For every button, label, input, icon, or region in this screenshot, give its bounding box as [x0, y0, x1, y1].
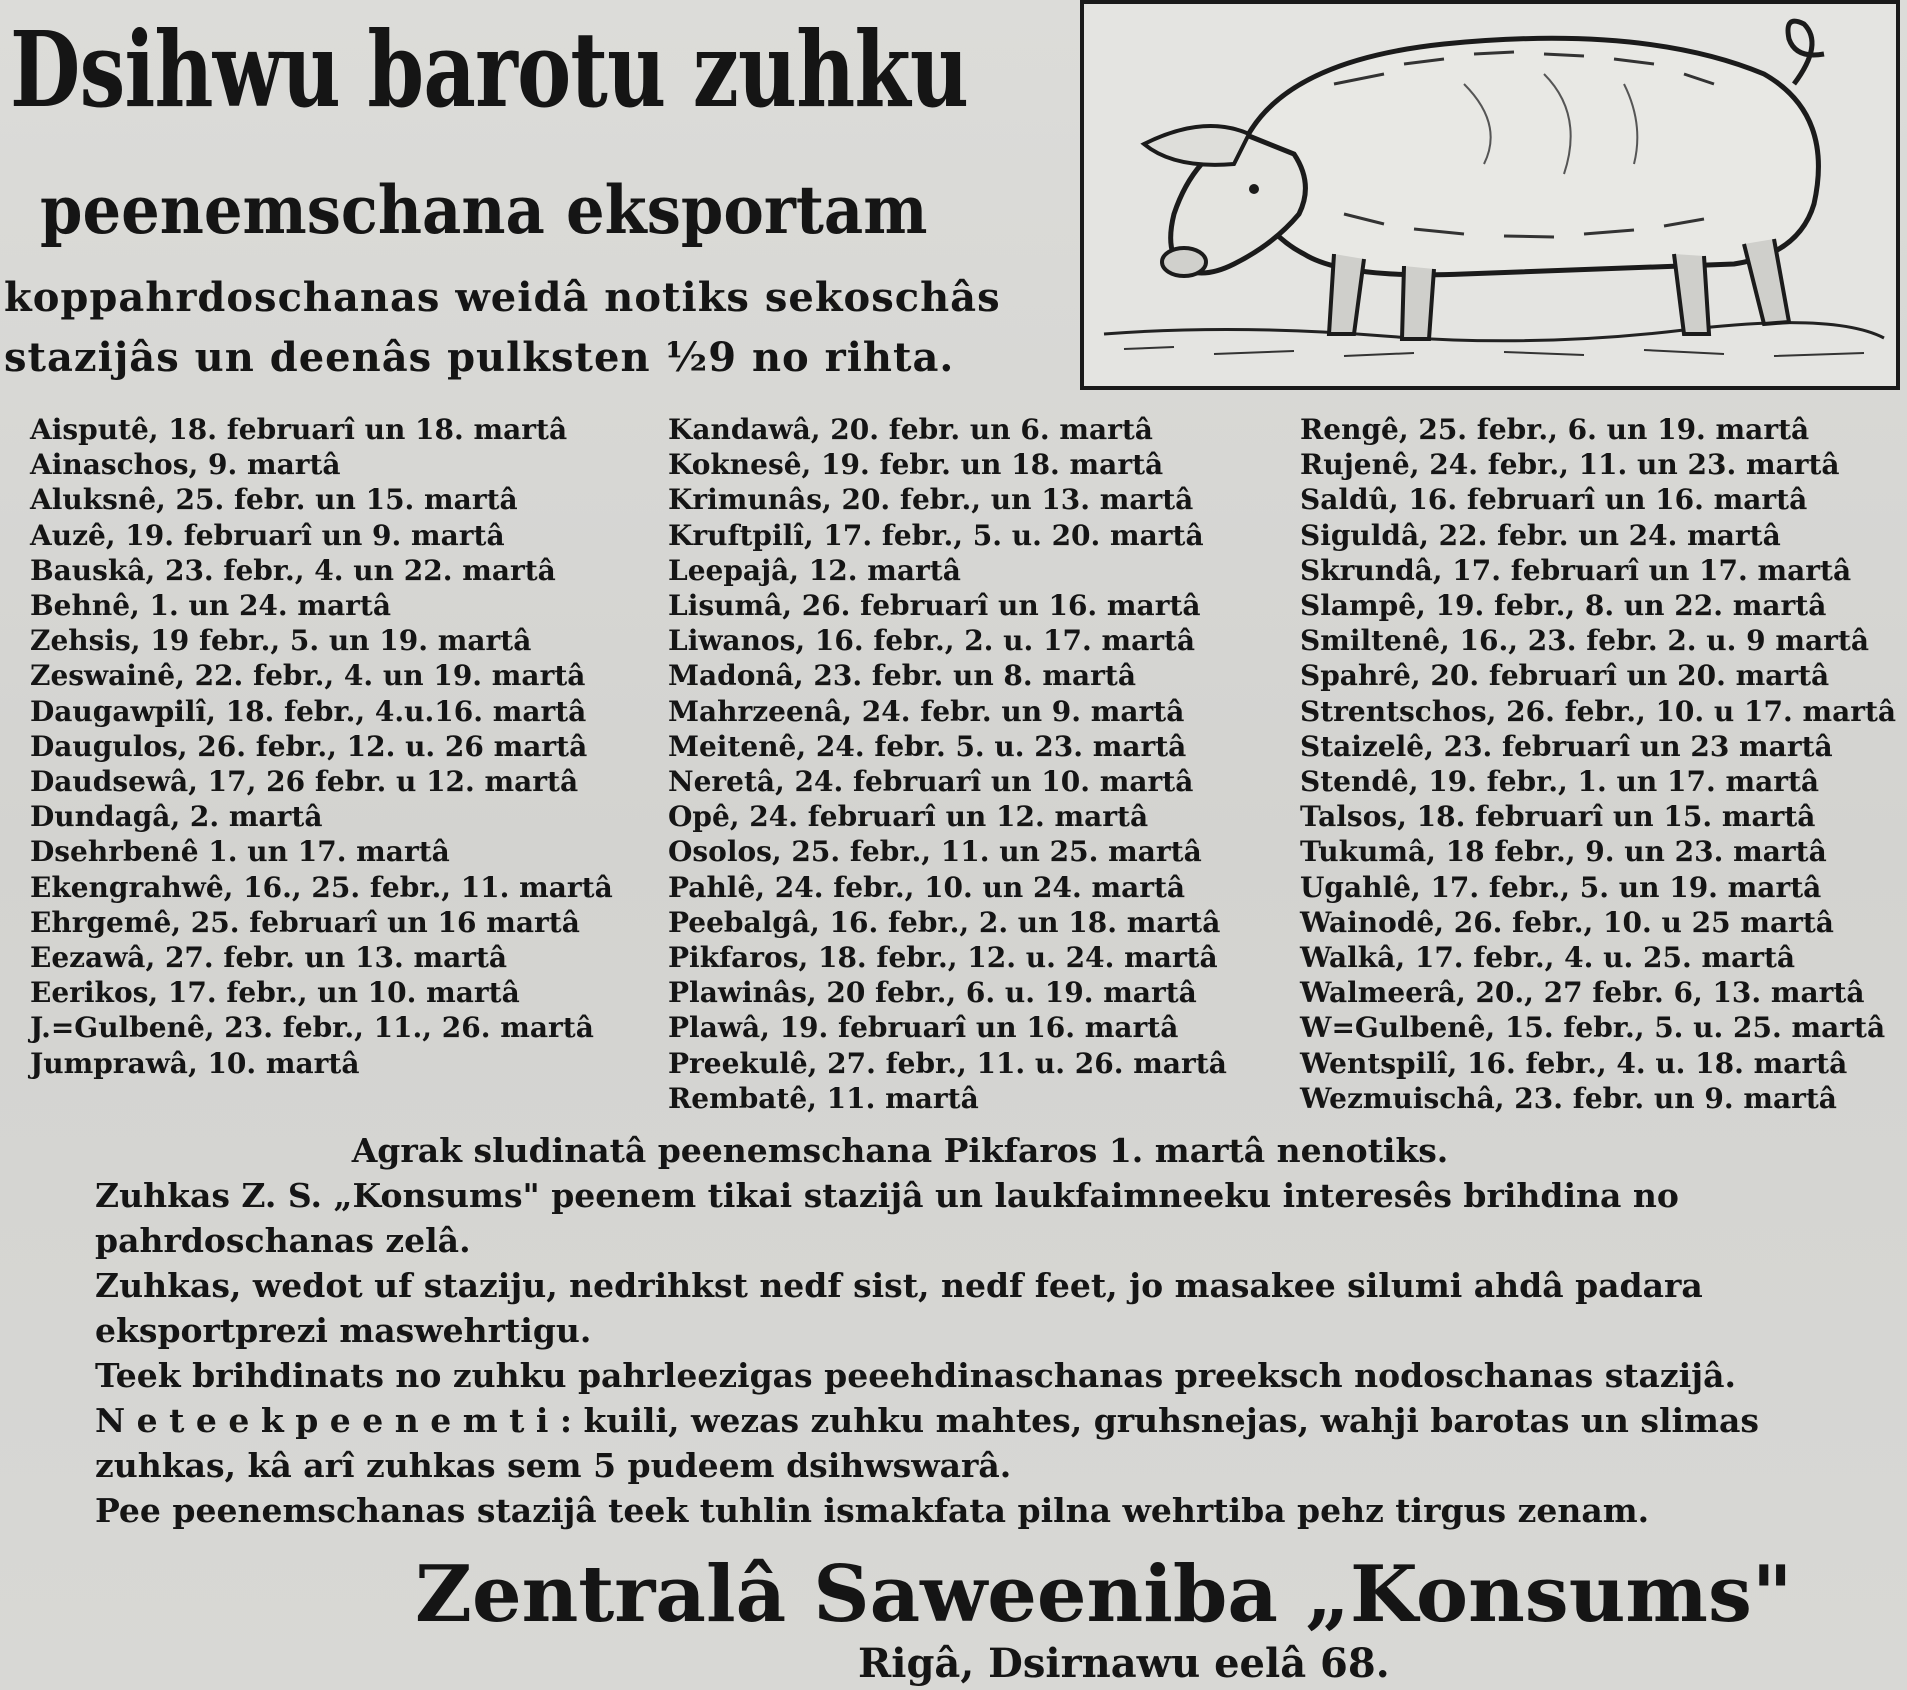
paragraph: Zuhkas Z. S. „Konsums" peenem tikai stazijâ un laukfaimneeku interesês brihdina no pahrdoschanas zelâ. [95, 1176, 1679, 1260]
pig-illustration-frame [1080, 0, 1900, 390]
subheadline: peenemschana eksportam [40, 171, 928, 249]
list-item: J.=Gulbenê, 23. febr., 11., 26. martâ [30, 1011, 594, 1045]
list-item: Aisputê, 18. februarî un 18. martâ [30, 413, 568, 446]
list-item: Lisumâ, 26. februarî un 16. martâ [668, 589, 1201, 623]
list-item: Ekengrahwê, 16., 25. febr., 11. martâ [30, 870, 613, 904]
list-item: Pahlê, 24. febr., 10. un 24. martâ [668, 870, 1186, 904]
pig-illustration-icon [1084, 4, 1896, 386]
list-item: Liwanos, 16. febr., 2. u. 17. martâ [668, 624, 1196, 658]
list-item: Meitenê, 24. febr. 5. u. 23. martâ [668, 729, 1187, 763]
list-item: Tukumâ, 18 febr., 9. un 23. martâ [1300, 835, 1827, 869]
list-item: Osolos, 25. febr., 11. un 25. martâ [668, 835, 1202, 869]
paragraph: N e t e e k p e e n e m t i : kuili, wezas zuhku mahtes, gruhsnejas, wahji barotas un slimas zuhkas, kâ arî zuhkas sem 5 pudeem dsihwswarâ. [95, 1401, 1759, 1485]
list-item: Spahrê, 20. februarî un 20. martâ [1300, 659, 1830, 693]
list-item: Opê, 24. februarî un 12. martâ [668, 800, 1149, 834]
list-item: Kandawâ, 20. febr. un 6. martâ [668, 413, 1153, 446]
list-item: Staizelê, 23. februarî un 23 martâ [1300, 729, 1833, 763]
list-item: Strentschos, 26. febr., 10. u 17. martâ [1300, 694, 1897, 728]
headline: Dsihwu barotu zuhku [10, 8, 969, 131]
list-item: Wentspilî, 16. febr., 4. u. 18. martâ [1300, 1046, 1848, 1080]
list-item: Koknesê, 19. febr. un 18. martâ [668, 448, 1164, 482]
schedule-column-3 [1300, 412, 1900, 1116]
list-item: Peebalgâ, 16. febr., 2. un 18. martâ [668, 905, 1221, 939]
list-item: Daugulos, 26. febr., 12. u. 26 martâ [30, 729, 588, 763]
list-item: Pikfaros, 18. febr., 12. u. 24. martâ [668, 941, 1218, 975]
list-item: Dsehrbenê 1. un 17. martâ [30, 835, 450, 869]
list-item: Rembatê, 11. martâ [668, 1081, 979, 1115]
list-item: Daugawpilî, 18. febr., 4.u.16. martâ [30, 694, 587, 728]
list-item: Plawinâs, 20 febr., 6. u. 19. martâ [668, 976, 1197, 1010]
list-item: W=Gulbenê, 15. febr., 5. u. 25. martâ [1300, 1011, 1886, 1045]
list-item: Talsos, 18. februarî un 15. martâ [1300, 800, 1816, 834]
paragraph: Zuhkas, wedot uf staziju, nedrihkst nedf sist, nedf feet, jo masakee silumi ahdâ padara eksportprezi maswehrtigu. [95, 1266, 1703, 1350]
list-item: Neretâ, 24. februarî un 10. martâ [668, 765, 1194, 799]
list-item: Aluksnê, 25. febr. un 15. martâ [30, 483, 518, 517]
schedule-column-1 [30, 412, 630, 1081]
list-item: Madonâ, 23. febr. un 8. martâ [668, 659, 1137, 693]
list-item: Ehrgemê, 25. februarî un 16 martâ [30, 905, 580, 939]
list-item: Ugahlê, 17. febr., 5. un 19. martâ [1300, 870, 1822, 904]
list-item: Rengê, 25. febr., 6. un 19. martâ [1300, 413, 1810, 446]
list-item: Jumprawâ, 10. martâ [30, 1046, 360, 1080]
list-item: Eerikos, 17. febr., un 10. martâ [30, 976, 520, 1010]
list-item: Saldû, 16. februarî un 16. martâ [1300, 483, 1808, 517]
cancellation-notice: Agrak sludinatâ peenemschana Pikfaros 1. martâ nenotiks. [351, 1131, 1449, 1170]
paragraph: Pee peenemschanas stazijâ teek tuhlin ismakfata pilna wehrtiba pehz tirgus zenam. [95, 1491, 1650, 1530]
list-item: Zeswainê, 22. febr., 4. un 19. martâ [30, 659, 586, 693]
list-item: Rujenê, 24. febr., 11. un 23. martâ [1300, 448, 1840, 482]
list-item: Auzê, 19. februarî un 9. martâ [30, 518, 505, 552]
list-item: Eezawâ, 27. febr. un 13. martâ [30, 941, 508, 975]
intro-text [4, 268, 1064, 388]
schedule-column-2 [668, 412, 1268, 1116]
intro-line-2: stazijâs un deenâs pulksten ½9 no rihta. [4, 334, 955, 381]
list-item: Stendê, 19. febr., 1. un 17. martâ [1300, 765, 1820, 799]
address: Rigâ, Dsirnawu eelâ 68. [858, 1640, 1390, 1687]
signature: Zentralâ Saweeniba „Konsums" [415, 1549, 1793, 1640]
list-item: Plawâ, 19. februarî un 16. martâ [668, 1011, 1179, 1045]
list-item: Slampê, 19. febr., 8. un 22. martâ [1300, 589, 1827, 623]
paragraph: Teek brihdinats no zuhku pahrleezigas peeehdinaschanas preeksch nodoschanas stazijâ. [95, 1356, 1736, 1395]
list-item: Behnê, 1. un 24. martâ [30, 589, 392, 623]
list-item: Preekulê, 27. febr., 11. u. 26. martâ [668, 1046, 1227, 1080]
list-item: Siguldâ, 22. febr. un 24. martâ [1300, 518, 1781, 552]
list-item: Dundagâ, 2. martâ [30, 800, 323, 834]
list-item: Skrundâ, 17. februarî un 17. martâ [1300, 553, 1852, 587]
list-item: Smiltenê, 16., 23. febr. 2. u. 9 martâ [1300, 624, 1869, 658]
list-item: Ainaschos, 9. martâ [30, 448, 341, 482]
list-item: Walmeerâ, 20., 27 febr. 6, 13. martâ [1300, 976, 1865, 1010]
list-item: Bauskâ, 23. febr., 4. un 22. martâ [30, 553, 556, 587]
list-item: Daudsewâ, 17, 26 febr. u 12. martâ [30, 765, 579, 799]
notice-section [0, 1128, 1907, 1533]
list-item: Zehsis, 19 febr., 5. un 19. martâ [30, 624, 532, 658]
list-item: Wainodê, 26. febr., 10. u 25 martâ [1300, 905, 1834, 939]
list-item: Leepajâ, 12. martâ [668, 553, 961, 587]
intro-line-1: koppahrdoschanas weidâ notiks sekoschâs [4, 274, 1001, 321]
list-item: Kruftpilî, 17. febr., 5. u. 20. martâ [668, 518, 1204, 552]
list-item: Mahrzeenâ, 24. febr. un 9. martâ [668, 694, 1185, 728]
list-item: Krimunâs, 20. febr., un 13. martâ [668, 483, 1194, 517]
list-item: Wezmuischâ, 23. febr. un 9. martâ [1300, 1081, 1837, 1115]
schedule-columns [0, 412, 1907, 1124]
list-item: Walkâ, 17. febr., 4. u. 25. martâ [1300, 941, 1796, 975]
